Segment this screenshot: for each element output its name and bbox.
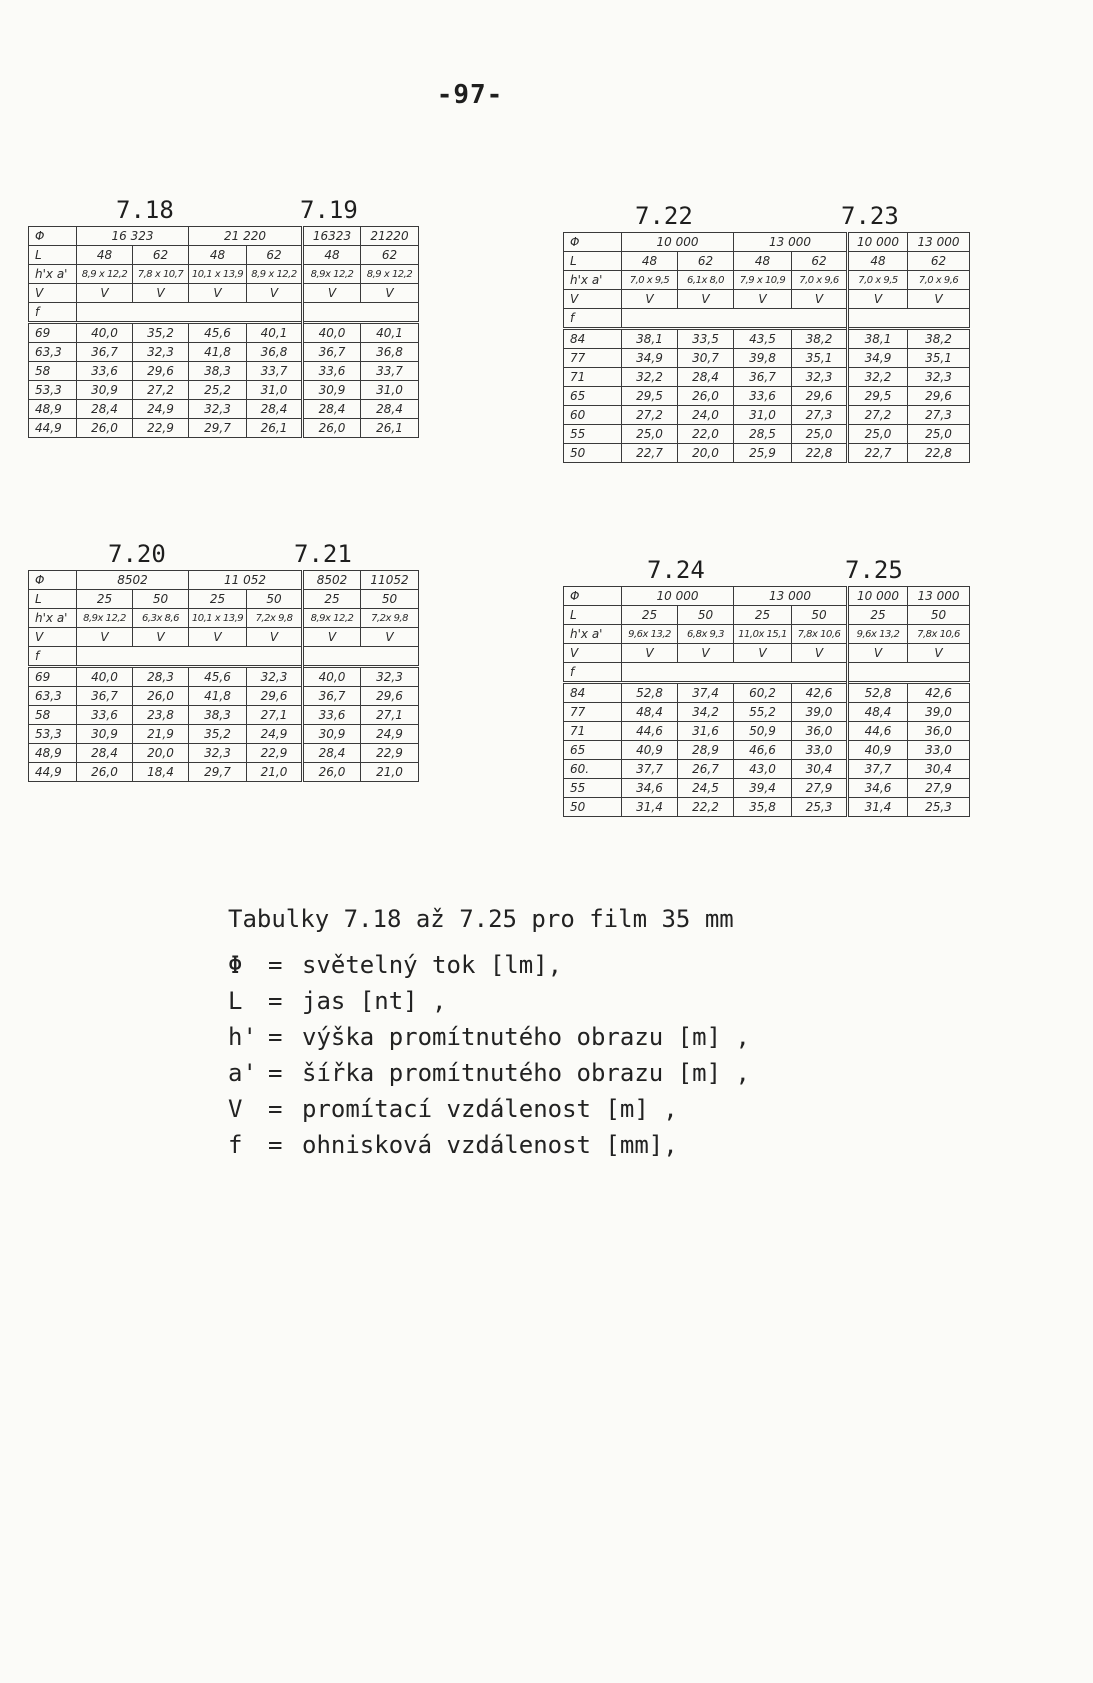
row-L: L 48 62 48 62 48 62 <box>29 246 419 265</box>
legend-symbol: V <box>228 1095 243 1123</box>
row-V: V V V V V V V <box>564 290 970 309</box>
row-L: L 48 62 48 62 48 62 <box>564 252 970 271</box>
legend-text: promítací vzdálenost [m] , <box>302 1095 678 1123</box>
legend-item <box>228 1131 750 1167</box>
table-title-7-25: 7.25 <box>845 556 903 584</box>
legend-text: výška promítnutého obrazu [m] , <box>302 1023 750 1051</box>
data-row: 77 48,4 34,2 55,2 39,0 48,4 39,0 <box>564 703 970 722</box>
row-ha: h'x a' 8,9x 12,2 6,3x 8,6 10,1 x 13,9 7,2x 9,8 8,9x 12,2 7,2x 9,8 <box>29 609 419 628</box>
data-row: 55 25,0 22,0 28,5 25,0 25,0 25,0 <box>564 425 970 444</box>
legend-symbol: L <box>228 987 243 1015</box>
data-row: 71 44,6 31,6 50,9 36,0 44,6 36,0 <box>564 722 970 741</box>
table-title-7-23: 7.23 <box>841 202 899 230</box>
row-V: V V V V V V V <box>29 284 419 303</box>
table-7-20-7-21 <box>28 570 419 782</box>
legend <box>228 905 750 1167</box>
legend-symbol: a' <box>228 1059 257 1087</box>
row-f: f <box>29 647 419 667</box>
legend-symbol: h' <box>228 1023 257 1051</box>
data-row: 65 29,5 26,0 33,6 29,6 29,5 29,6 <box>564 387 970 406</box>
legend-text: ohnisková vzdálenost [mm], <box>302 1131 678 1159</box>
legend-text: světelný tok [lm], <box>302 951 563 979</box>
data-row: 63,3 36,7 26,0 41,8 29,6 36,7 29,6 <box>29 687 419 706</box>
data-row: 53,3 30,9 27,2 25,2 31,0 30,9 31,0 <box>29 381 419 400</box>
data-row: 60. 37,7 26,7 43,0 30,4 37,7 30,4 <box>564 760 970 779</box>
data-row: 58 33,6 29,6 38,3 33,7 33,6 33,7 <box>29 362 419 381</box>
table-block-7-20-7-21 <box>28 530 419 782</box>
data-row: 71 32,2 28,4 36,7 32,3 32,2 32,3 <box>564 368 970 387</box>
table-block-7-18-7-19 <box>28 186 419 438</box>
table-7-24-7-25 <box>563 586 970 817</box>
table-title-7-20: 7.20 <box>108 540 166 568</box>
legend-item <box>228 987 750 1023</box>
data-row: 69 40,0 28,3 45,6 32,3 40,0 32,3 <box>29 667 419 687</box>
row-f: f <box>564 309 970 329</box>
equals-sign: = <box>268 1023 283 1051</box>
row-L: L 25 50 25 50 25 50 <box>29 590 419 609</box>
data-row: 60 27,2 24,0 31,0 27,3 27,2 27,3 <box>564 406 970 425</box>
legend-symbol: Φ <box>228 951 243 979</box>
data-row: 44,9 26,0 22,9 29,7 26,1 26,0 26,1 <box>29 419 419 438</box>
data-row: 58 33,6 23,8 38,3 27,1 33,6 27,1 <box>29 706 419 725</box>
legend-symbol: f <box>228 1131 243 1159</box>
data-row: 53,3 30,9 21,9 35,2 24,9 30,9 24,9 <box>29 725 419 744</box>
data-row: 50 22,7 20,0 25,9 22,8 22,7 22,8 <box>564 444 970 463</box>
equals-sign: = <box>268 1095 283 1123</box>
table-title-7-22: 7.22 <box>635 202 693 230</box>
data-row: 84 38,1 33,5 43,5 38,2 38,1 38,2 <box>564 329 970 349</box>
row-V: V V V V V V V <box>29 628 419 647</box>
data-row: 50 31,4 22,2 35,8 25,3 31,4 25,3 <box>564 798 970 817</box>
data-row: 44,9 26,0 18,4 29,7 21,0 26,0 21,0 <box>29 763 419 782</box>
equals-sign: = <box>268 951 283 979</box>
table-block-7-24-7-25 <box>563 546 970 817</box>
table-7-18-7-19 <box>28 226 419 438</box>
equals-sign: = <box>268 1131 283 1159</box>
data-row: 84 52,8 37,4 60,2 42,6 52,8 42,6 <box>564 683 970 703</box>
row-phi: Φ 16 323 21 220 16323 21220 <box>29 227 419 246</box>
row-phi: Φ 8502 11 052 8502 11052 <box>29 571 419 590</box>
equals-sign: = <box>268 987 283 1015</box>
table-block-7-22-7-23 <box>563 192 970 463</box>
table-title-7-18: 7.18 <box>116 196 174 224</box>
data-row: 63,3 36,7 32,3 41,8 36,8 36,7 36,8 <box>29 343 419 362</box>
row-ha: h'x a' 7,0 x 9,5 6,1x 8,0 7,9 x 10,9 7,0 x 9,6 7,0 x 9,5 7,0 x 9,6 <box>564 271 970 290</box>
row-V: V V V V V V V <box>564 644 970 663</box>
row-ha: h'x a' 9,6x 13,2 6,8x 9,3 11,0x 15,1 7,8x 10,6 9,6x 13,2 7,8x 10,6 <box>564 625 970 644</box>
table-7-22-7-23 <box>563 232 970 463</box>
legend-item <box>228 1059 750 1095</box>
row-phi: Φ 10 000 13 000 10 000 13 000 <box>564 587 970 606</box>
row-f: f <box>564 663 970 683</box>
data-row: 48,9 28,4 20,0 32,3 22,9 28,4 22,9 <box>29 744 419 763</box>
table-title-7-19: 7.19 <box>300 196 358 224</box>
row-ha: h'x a' 8,9 x 12,2 7,8 x 10,7 10,1 x 13,9 8,9 x 12,2 8,9x 12,2 8,9 x 12,2 <box>29 265 419 284</box>
table-title-7-21: 7.21 <box>294 540 352 568</box>
legend-text: jas [nt] , <box>302 987 447 1015</box>
legend-item <box>228 951 750 987</box>
legend-text: šířka promítnutého obrazu [m] , <box>302 1059 750 1087</box>
data-row: 77 34,9 30,7 39,8 35,1 34,9 35,1 <box>564 349 970 368</box>
row-phi: Φ 10 000 13 000 10 000 13 000 <box>564 233 970 252</box>
data-row: 48,9 28,4 24,9 32,3 28,4 28,4 28,4 <box>29 400 419 419</box>
equals-sign: = <box>268 1059 283 1087</box>
table-title-7-24: 7.24 <box>647 556 705 584</box>
page-number: -97- <box>436 80 504 110</box>
legend-caption: Tabulky 7.18 až 7.25 pro film 35 mm <box>228 905 734 933</box>
data-row: 69 40,0 35,2 45,6 40,1 40,0 40,1 <box>29 323 419 343</box>
legend-item <box>228 1095 750 1131</box>
row-f: f <box>29 303 419 323</box>
row-L: L 25 50 25 50 25 50 <box>564 606 970 625</box>
legend-item <box>228 1023 750 1059</box>
data-row: 55 34,6 24,5 39,4 27,9 34,6 27,9 <box>564 779 970 798</box>
data-row: 65 40,9 28,9 46,6 33,0 40,9 33,0 <box>564 741 970 760</box>
